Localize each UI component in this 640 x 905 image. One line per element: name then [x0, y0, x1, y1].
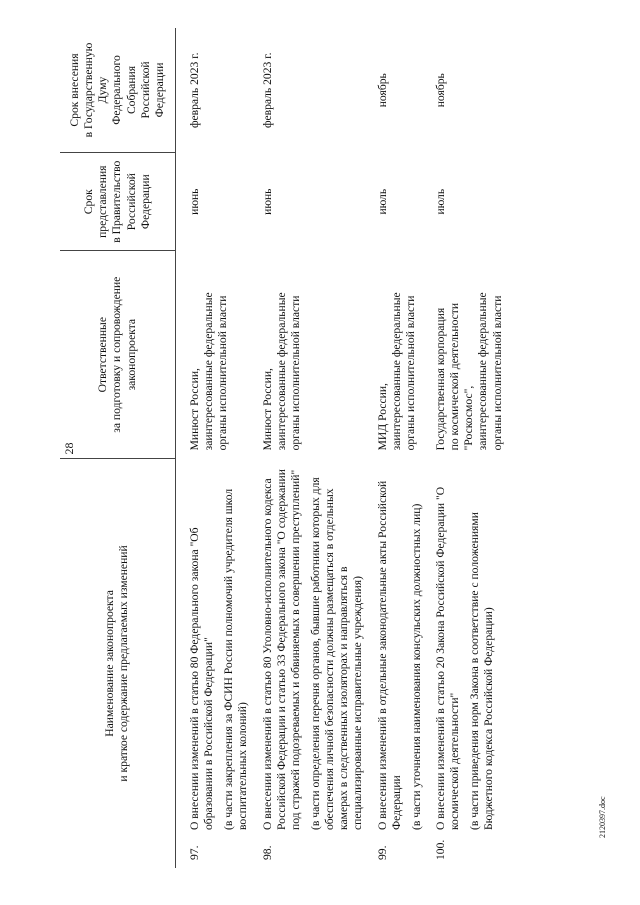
header-gov-deadline: Срок представления в Правительство Российской Федерации — [60, 152, 175, 251]
footer-document-code: 2120397.doc — [598, 796, 607, 838]
bill-name-cell — [257, 458, 372, 868]
bill-number: 99. — [375, 845, 389, 860]
gov-deadline-cell: июнь — [187, 188, 201, 215]
responsible-line: Государственная корпорация — [433, 307, 447, 451]
duma-deadline-cell: февраль 2023 г. — [187, 52, 201, 129]
bill-name-cell — [430, 458, 511, 868]
bill-note: (в части приведения норм Закона в соответствие с положениями Бюджетного кодекса Российской Федерации) — [468, 512, 496, 830]
table-row — [175, 28, 256, 868]
gov-deadline-cell: июнь — [260, 188, 274, 215]
responsible-line: заинтересованные федеральные — [389, 292, 403, 451]
responsible-line: Минюст России, — [187, 368, 201, 451]
header-bill-name: Наименование законопроекта и краткое содержание предлагаемых изменений — [60, 458, 175, 868]
header-duma-deadline: Срок внесения в Государственную Думу Федерального Собрания Российской Федерации — [60, 28, 175, 152]
responsible-line: органы исполнительной власти — [216, 295, 230, 451]
bill-number: 97. — [187, 845, 201, 860]
page-number: 28 — [62, 442, 76, 455]
bill-note: (в части закрепления за ФСИН России полномочий учредителя школ воспитательных колоний) — [222, 488, 250, 830]
duma-deadline-cell: февраль 2023 г. — [260, 52, 274, 129]
bill-name-cell — [175, 458, 256, 868]
responsible-line: "Роскосмос", — [462, 385, 476, 451]
responsible-line: заинтересованные федеральные — [476, 292, 490, 451]
gov-deadline-cell: июль — [433, 188, 447, 215]
responsible-line: по космической деятельности — [448, 302, 462, 451]
bill-title: О внесении изменений в статью 80 Федерального закона "Об образовании в Российской Федерации" — [187, 527, 216, 830]
responsible-line: МИД России, — [375, 383, 389, 451]
bill-title: О внесении изменений в статью 80 Уголовно-исполнительного кодекса Российской Федерации и статью 33 Федерального закона "О содержании под стражей подозреваемых и обвиняемых в совершении преступлений" — [260, 469, 302, 830]
bill-note: (в части уточнения наименования консульских должностных лиц) — [409, 503, 423, 830]
bills-table-container — [60, 28, 585, 868]
responsible-cell — [257, 251, 372, 458]
responsible-cell — [175, 251, 256, 458]
bill-title: О внесении изменений в отдельные законодательные акты Российской Федерации — [375, 480, 403, 830]
responsible-cell — [372, 251, 430, 458]
duma-deadline-cell: ноябрь — [375, 73, 389, 108]
table-row — [372, 28, 430, 868]
responsible-line: заинтересованные федеральные — [202, 292, 216, 451]
bill-title: О внесении изменений в статью 20 Закона Российской Федерации "О космической деятельности" — [433, 486, 462, 830]
header-responsible: Ответственные за подготовку и сопровождение законопроекта — [60, 251, 175, 458]
responsible-line: органы исполнительной власти — [288, 295, 302, 451]
responsible-line: органы исполнительной власти — [403, 295, 417, 451]
table-row — [430, 28, 511, 868]
responsible-cell — [430, 251, 511, 458]
table-row — [257, 28, 372, 868]
bills-table — [60, 28, 511, 868]
table-header-row — [60, 28, 175, 868]
bill-number: 98. — [260, 845, 274, 860]
responsible-line: Минюст России, — [260, 368, 274, 451]
bill-number: 100. — [433, 839, 447, 860]
responsible-line: органы исполнительной власти — [490, 295, 504, 451]
duma-deadline-cell: ноябрь — [433, 73, 447, 108]
gov-deadline-cell: июль — [375, 188, 389, 215]
responsible-line: заинтересованные федеральные — [274, 292, 288, 451]
bill-note: (в части определения перечня органов, бывшие работники которых для обеспечения личной безопасности должны размещаться в отдельных камерах в следственных изоляторах и направляться в специализированные исправительные учреждения) — [308, 477, 365, 830]
bill-name-cell — [372, 458, 430, 868]
